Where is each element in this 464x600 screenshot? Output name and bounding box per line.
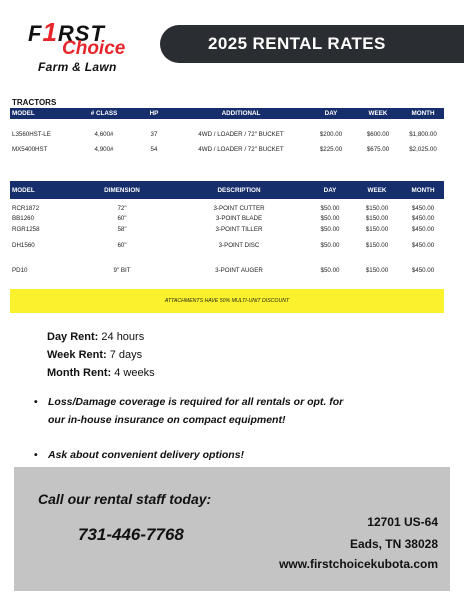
cell-description: 3-POINT TILLER bbox=[215, 226, 263, 233]
cell-additional: 4WD / LOADER / 72" BUCKET bbox=[198, 130, 284, 138]
cell-dimension: 60" bbox=[117, 241, 127, 249]
cell-day: $200.00 bbox=[319, 130, 343, 138]
phone-number[interactable]: 731-446-7768 bbox=[78, 525, 184, 544]
cell-additional: 4WD / LOADER / 72" BUCKET bbox=[198, 146, 284, 153]
table-row bbox=[10, 213, 444, 224]
col-header-month: MONTH bbox=[402, 108, 444, 119]
cell-hp: 54 bbox=[150, 146, 158, 153]
cell-day: $225.00 bbox=[319, 146, 343, 153]
col-header-model: MODEL bbox=[10, 181, 74, 199]
table-row bbox=[10, 141, 444, 158]
damage-coverage-note bbox=[34, 393, 434, 433]
cell-dimension: 60" bbox=[117, 215, 127, 222]
col-header-week: WEEK bbox=[354, 108, 402, 119]
cell-description: 3-POINT DISC bbox=[218, 241, 260, 249]
cell-description: 3-POINT BLADE bbox=[215, 215, 263, 222]
cell-model: RCR1872 bbox=[12, 204, 40, 212]
cell-description: 3-POINT CUTTER bbox=[213, 204, 265, 212]
cell-day: $50.00 bbox=[320, 226, 340, 233]
week-rent-line bbox=[47, 349, 142, 361]
cell-hp: 37 bbox=[150, 130, 158, 138]
col-header-day: DAY bbox=[308, 108, 354, 119]
tractors-section-label: TRACTORS bbox=[12, 98, 57, 107]
col-header-model: MODEL bbox=[10, 108, 74, 119]
cell-month: $450.00 bbox=[411, 267, 435, 274]
cell-model: BB1260 bbox=[12, 215, 35, 222]
cell-week: $150.00 bbox=[365, 267, 389, 274]
cell-week: $150.00 bbox=[365, 241, 389, 249]
cell-day: $50.00 bbox=[320, 204, 340, 212]
table-row bbox=[10, 224, 444, 235]
col-header-class: # CLASS bbox=[74, 108, 134, 119]
page-title: 2025 RENTAL RATES bbox=[208, 34, 386, 53]
table-row bbox=[10, 235, 444, 255]
attachments-table bbox=[10, 181, 444, 275]
cell-month: $450.00 bbox=[411, 204, 435, 212]
cell-month: $450.00 bbox=[411, 226, 435, 233]
cell-model: PD10 bbox=[12, 267, 28, 274]
cell-month: $450.00 bbox=[411, 241, 435, 249]
day-rent-label: Day Rent: bbox=[47, 331, 99, 343]
col-header-week: WEEK bbox=[352, 181, 402, 199]
cell-month: $450.00 bbox=[411, 215, 435, 222]
cell-model: RGR1258 bbox=[12, 226, 40, 233]
discount-banner: ATTACHMENTS HAVE 50% MULTI-UNIT DISCOUNT bbox=[10, 289, 444, 313]
col-header-dimension: DIMENSION bbox=[74, 181, 170, 199]
cell-day: $50.00 bbox=[320, 215, 340, 222]
bullet-icon: • bbox=[34, 449, 38, 461]
cell-month: $1,800.00 bbox=[409, 130, 437, 138]
cell-week: $150.00 bbox=[365, 215, 389, 222]
cell-model: DH1560 bbox=[12, 241, 35, 249]
company-logo bbox=[28, 17, 148, 74]
cell-month: $2,025.00 bbox=[409, 146, 437, 153]
cell-description: 3-POINT AUGER bbox=[215, 267, 263, 274]
col-header-additional: ADDITIONAL bbox=[174, 108, 308, 119]
table-row bbox=[10, 199, 444, 213]
cell-day: $50.00 bbox=[320, 241, 340, 249]
logo-tagline: Farm & Lawn bbox=[38, 60, 117, 74]
website-link[interactable]: www.firstchoicekubota.com bbox=[279, 557, 438, 571]
col-header-month: MONTH bbox=[402, 181, 444, 199]
col-header-description: DESCRIPTION bbox=[170, 181, 308, 199]
cell-week: $675.00 bbox=[366, 146, 390, 153]
call-heading: Call our rental staff today: bbox=[38, 491, 212, 507]
cell-model: MX5400HST bbox=[12, 146, 48, 153]
cell-day: $50.00 bbox=[320, 267, 340, 274]
bullet-icon: • bbox=[34, 396, 38, 408]
cell-week: $600.00 bbox=[366, 130, 390, 138]
contact-box bbox=[14, 467, 450, 591]
month-rent-line bbox=[47, 367, 155, 379]
cell-week: $150.00 bbox=[365, 226, 389, 233]
col-header-hp: HP bbox=[134, 108, 174, 119]
damage-note-line2: our in-house insurance on compact equipment! bbox=[48, 414, 286, 426]
address-street: 12701 US-64 bbox=[367, 515, 438, 529]
table-header-row bbox=[10, 181, 444, 199]
title-banner bbox=[160, 25, 464, 63]
tractors-table bbox=[10, 108, 444, 158]
delivery-note-text: Ask about convenient delivery options! bbox=[48, 449, 245, 461]
delivery-note bbox=[34, 446, 434, 464]
logo-choice: Choice bbox=[62, 38, 126, 59]
table-header-row bbox=[10, 108, 444, 119]
month-rent-label: Month Rent: bbox=[47, 367, 112, 379]
cell-model: L3560HST-LE bbox=[12, 130, 51, 138]
table-row bbox=[10, 255, 444, 275]
day-rent-line bbox=[47, 331, 144, 343]
cell-week: $150.00 bbox=[365, 204, 389, 212]
cell-dimension: 72" bbox=[117, 204, 127, 212]
month-rent-value: 4 weeks bbox=[111, 367, 155, 379]
cell-dimension: 9" BIT bbox=[113, 267, 131, 274]
cell-dimension: 58" bbox=[117, 226, 127, 233]
damage-note-line1: Loss/Damage coverage is required for all rentals or opt. for bbox=[48, 396, 344, 408]
table-row bbox=[10, 119, 444, 141]
col-header-day: DAY bbox=[308, 181, 352, 199]
week-rent-value: 7 days bbox=[106, 349, 143, 361]
logo-first: F1RST bbox=[28, 17, 105, 47]
day-rent-value: 24 hours bbox=[98, 331, 145, 343]
cell-class: 4,900# bbox=[94, 146, 114, 153]
cell-class: 4,600# bbox=[94, 130, 114, 138]
week-rent-label: Week Rent: bbox=[47, 349, 107, 361]
address-city: Eads, TN 38028 bbox=[349, 537, 438, 551]
